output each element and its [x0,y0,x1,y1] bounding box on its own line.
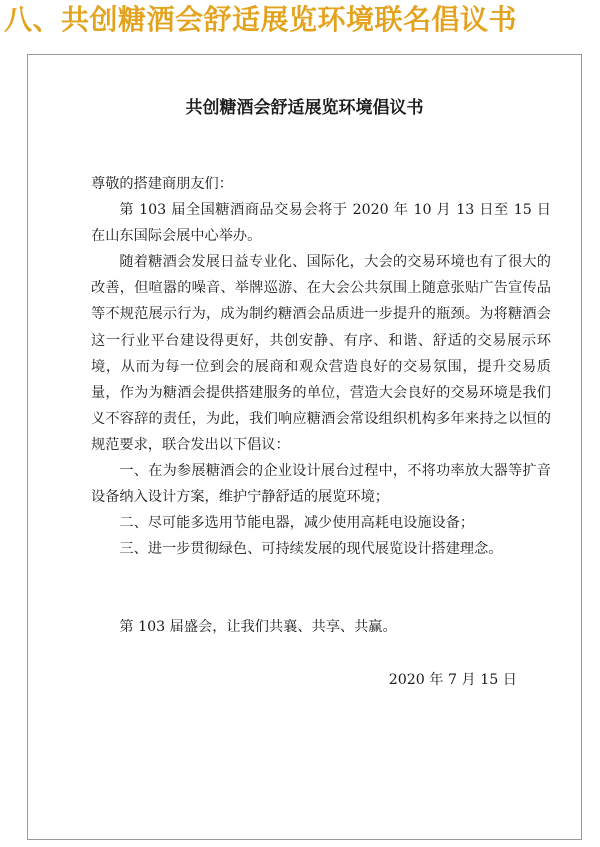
paragraph-schedule: 第 103 届全国糖酒商品交易会将于 2020 年 10 月 13 日至 15 日在山东国际会展中心举办。 [91,202,551,245]
section-header: 八、共创糖酒会舒适展览环境联名倡议书 [4,3,518,36]
salutation: 尊敬的搭建商朋友们： [91,176,233,192]
proposal-item-3: 三、进一步贯彻绿色、可持续发展的现代展览设计搭建理念。 [119,541,503,558]
proposal-item-2: 二、尽可能多选用节能电器，减少使用高耗电设施设备； [119,515,475,532]
spacer [91,641,551,667]
document-body [91,171,551,693]
document-frame [27,54,582,840]
document-title: 共创糖酒会舒适展览环境倡议书 [185,98,424,118]
spacer [91,562,551,614]
document-date: 2020 年 7 月 15 日 [388,671,517,688]
paragraph-background: 随着糖酒会发展日益专业化、国际化，大会的交易环境也有了很大的改善，但喧嚣的噪音、举牌巡游、在大会公共氛围上随意张贴广告宣传品等不规范展示行为，成为制约糖酒会品质进一步提升的瓶颈。为将糖酒会这一行业平台建设得更好，共创安静、有序、和谐、舒适的交易展示环境，从而为每一位到会的展商和观众营造良好的交易氛围，提升交易质量，作为为糖酒会提供搭建服务的单位，营造大会良好的交易环境是我们义不容辞的责任，为此，我们响应糖酒会常设组织机构多年来持之以恒的规范要求，联合发出以下倡议： [91,254,551,453]
proposal-item-1: 一、在为参展糖酒会的企业设计展台过程中，不将功率放大器等扩音设备纳入设计方案，维护宁静舒适的展览环境； [91,463,551,506]
closing-line: 第 103 届盛会，让我们共襄、共享、共赢。 [119,619,397,636]
